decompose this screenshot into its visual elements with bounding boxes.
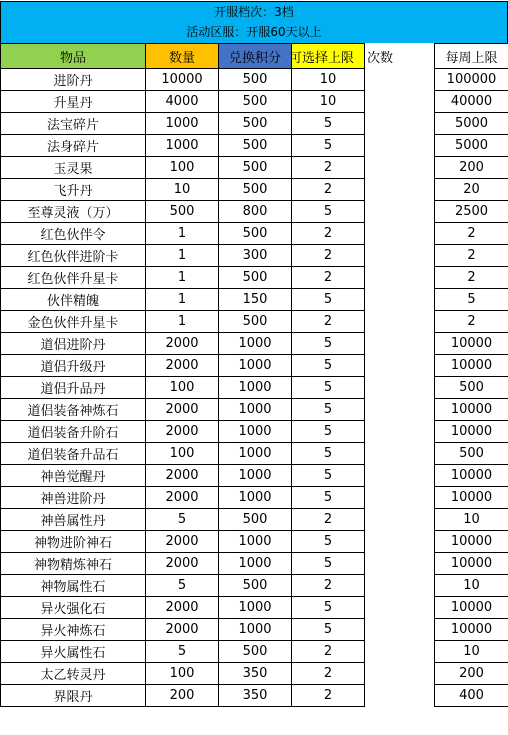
cell-weekly[interactable]: 5000 (435, 135, 508, 157)
cell-gap[interactable] (365, 487, 435, 509)
cell-points[interactable]: 500 (219, 135, 292, 157)
cell-points[interactable]: 350 (219, 663, 292, 685)
table-row (1, 377, 508, 399)
table-row (1, 135, 508, 157)
cell-points[interactable]: 150 (219, 289, 292, 311)
cell-gap[interactable] (365, 531, 435, 553)
cell-weekly[interactable]: 10000 (435, 597, 508, 619)
cell-gap[interactable] (365, 663, 435, 685)
cell-weekly[interactable]: 5 (435, 289, 508, 311)
table-row (1, 179, 508, 201)
cell-points[interactable]: 500 (219, 179, 292, 201)
cell-weekly[interactable]: 10000 (435, 465, 508, 487)
cell-qty[interactable]: 2000 (146, 619, 219, 641)
cell-gap[interactable] (365, 245, 435, 267)
cell-qty[interactable]: 1 (146, 223, 219, 245)
cell-item[interactable]: 异火神炼石 (1, 619, 146, 641)
cell-item[interactable]: 金色伙伴升星卡 (1, 311, 146, 333)
cell-gap[interactable] (365, 641, 435, 663)
cell-points[interactable]: 1000 (219, 597, 292, 619)
table-row (1, 69, 508, 91)
table-row (1, 267, 508, 289)
cell-points[interactable]: 500 (219, 575, 292, 597)
cell-qty[interactable]: 5 (146, 641, 219, 663)
cell-item[interactable]: 法宝碎片 (1, 113, 146, 135)
cell-points[interactable]: 350 (219, 685, 292, 707)
cell-weekly[interactable]: 2 (435, 245, 508, 267)
cell-qty[interactable]: 100 (146, 663, 219, 685)
cell-item[interactable]: 神物精炼神石 (1, 553, 146, 575)
cell-gap[interactable] (365, 597, 435, 619)
cell-points[interactable]: 500 (219, 267, 292, 289)
cell-limit[interactable]: 5 (292, 377, 365, 399)
cell-gap[interactable] (365, 619, 435, 641)
cell-weekly[interactable]: 2 (435, 223, 508, 245)
cell-qty[interactable]: 4000 (146, 91, 219, 113)
cell-qty[interactable]: 1 (146, 289, 219, 311)
cell-gap[interactable] (365, 377, 435, 399)
cell-item[interactable]: 异火属性石 (1, 641, 146, 663)
cell-limit[interactable]: 2 (292, 245, 365, 267)
cell-qty[interactable]: 200 (146, 685, 219, 707)
cell-points[interactable]: 500 (219, 509, 292, 531)
cell-limit[interactable]: 2 (292, 311, 365, 333)
cell-gap[interactable] (365, 69, 435, 91)
cell-weekly[interactable]: 10 (435, 509, 508, 531)
cell-weekly[interactable]: 10000 (435, 531, 508, 553)
table-row (1, 333, 508, 355)
table-row (1, 245, 508, 267)
cell-limit[interactable]: 5 (292, 465, 365, 487)
cell-item[interactable]: 伙伴精魄 (1, 289, 146, 311)
cell-limit[interactable]: 5 (292, 443, 365, 465)
cell-gap[interactable] (365, 289, 435, 311)
cell-item[interactable]: 法身碎片 (1, 135, 146, 157)
cell-limit[interactable]: 5 (292, 333, 365, 355)
cell-weekly[interactable]: 5000 (435, 113, 508, 135)
cell-points[interactable]: 300 (219, 245, 292, 267)
cell-qty[interactable]: 5 (146, 575, 219, 597)
table-row (1, 223, 508, 245)
cell-weekly[interactable]: 500 (435, 443, 508, 465)
cell-qty[interactable]: 1000 (146, 113, 219, 135)
cell-qty[interactable]: 1 (146, 311, 219, 333)
table-row (1, 663, 508, 685)
cell-item[interactable]: 道侣装备神炼石 (1, 399, 146, 421)
cell-item[interactable]: 道侣升级丹 (1, 355, 146, 377)
cell-gap[interactable] (365, 179, 435, 201)
table-row (1, 399, 508, 421)
cell-weekly[interactable]: 10 (435, 575, 508, 597)
cell-gap[interactable] (365, 421, 435, 443)
cell-gap[interactable] (365, 91, 435, 113)
cell-limit[interactable]: 2 (292, 267, 365, 289)
cell-weekly[interactable]: 10000 (435, 487, 508, 509)
cell-points[interactable]: 500 (219, 311, 292, 333)
table-row (1, 597, 508, 619)
cell-limit[interactable]: 10 (292, 91, 365, 113)
cell-limit[interactable]: 5 (292, 553, 365, 575)
cell-qty[interactable]: 5 (146, 509, 219, 531)
column-header-qty[interactable]: 数量 (146, 44, 219, 69)
cell-item[interactable]: 道侣装备升品石 (1, 443, 146, 465)
cell-qty[interactable]: 2000 (146, 531, 219, 553)
table-row (1, 443, 508, 465)
cell-gap[interactable] (365, 355, 435, 377)
cell-qty[interactable]: 2000 (146, 333, 219, 355)
cell-limit[interactable]: 10 (292, 69, 365, 91)
cell-qty[interactable]: 2000 (146, 487, 219, 509)
cell-gap[interactable] (365, 311, 435, 333)
cell-points[interactable]: 1000 (219, 619, 292, 641)
cell-gap[interactable] (365, 443, 435, 465)
cell-limit[interactable]: 2 (292, 509, 365, 531)
cell-weekly[interactable]: 10000 (435, 355, 508, 377)
cell-qty[interactable]: 2000 (146, 399, 219, 421)
cell-weekly[interactable]: 100000 (435, 69, 508, 91)
cell-points[interactable]: 500 (219, 223, 292, 245)
cell-gap[interactable] (365, 575, 435, 597)
cell-limit[interactable]: 5 (292, 597, 365, 619)
cell-item[interactable]: 至尊灵液（万） (1, 201, 146, 223)
cell-points[interactable]: 500 (219, 641, 292, 663)
cell-gap[interactable] (365, 157, 435, 179)
table-row (1, 531, 508, 553)
cell-weekly[interactable]: 20 (435, 179, 508, 201)
cell-points[interactable]: 1000 (219, 553, 292, 575)
server-tier-header: 开服档次：3档 (0, 1, 508, 22)
cell-points[interactable]: 1000 (219, 421, 292, 443)
cell-points[interactable]: 800 (219, 201, 292, 223)
cell-item[interactable]: 界限丹 (1, 685, 146, 707)
cell-weekly[interactable]: 10000 (435, 399, 508, 421)
cell-limit[interactable]: 5 (292, 355, 365, 377)
cell-qty[interactable]: 1 (146, 245, 219, 267)
cell-points[interactable]: 500 (219, 157, 292, 179)
cell-limit[interactable]: 2 (292, 179, 365, 201)
cell-qty[interactable]: 100 (146, 157, 219, 179)
cell-points[interactable]: 1000 (219, 333, 292, 355)
cell-item[interactable]: 神兽属性丹 (1, 509, 146, 531)
cell-gap[interactable] (365, 553, 435, 575)
cell-qty[interactable]: 2000 (146, 465, 219, 487)
cell-gap[interactable] (365, 135, 435, 157)
cell-gap[interactable] (365, 201, 435, 223)
table-row (1, 289, 508, 311)
cell-qty[interactable]: 500 (146, 201, 219, 223)
table-row (1, 113, 508, 135)
cell-weekly[interactable]: 40000 (435, 91, 508, 113)
cell-item[interactable]: 神兽进阶丹 (1, 487, 146, 509)
cell-item[interactable]: 神物属性石 (1, 575, 146, 597)
table-row (1, 487, 508, 509)
cell-weekly[interactable]: 10 (435, 641, 508, 663)
cell-limit[interactable]: 5 (292, 289, 365, 311)
cell-item[interactable]: 红色伙伴进阶卡 (1, 245, 146, 267)
cell-points[interactable]: 1000 (219, 355, 292, 377)
table-row (1, 465, 508, 487)
column-header-item[interactable]: 物品 (1, 44, 146, 69)
cell-weekly[interactable]: 10000 (435, 619, 508, 641)
cell-limit[interactable]: 2 (292, 223, 365, 245)
cell-item[interactable]: 飞升丹 (1, 179, 146, 201)
cell-qty[interactable]: 2000 (146, 553, 219, 575)
cell-points[interactable]: 1000 (219, 443, 292, 465)
cell-limit[interactable]: 5 (292, 201, 365, 223)
column-header-weekly[interactable]: 每周上限 (435, 44, 508, 69)
cell-gap[interactable] (365, 465, 435, 487)
cell-qty[interactable]: 10 (146, 179, 219, 201)
cell-weekly[interactable]: 2 (435, 267, 508, 289)
cell-weekly[interactable]: 10000 (435, 421, 508, 443)
column-header-count[interactable]: 次数 (365, 44, 435, 69)
table-row (1, 619, 508, 641)
cell-weekly[interactable]: 10000 (435, 553, 508, 575)
cell-limit[interactable]: 2 (292, 685, 365, 707)
column-header-select[interactable] (289, 44, 365, 69)
cell-gap[interactable] (365, 267, 435, 289)
cell-points[interactable]: 1000 (219, 465, 292, 487)
table-row (1, 201, 508, 223)
cell-limit[interactable]: 5 (292, 619, 365, 641)
cell-points[interactable]: 500 (219, 113, 292, 135)
column-header-points[interactable]: 兑换积分 (219, 44, 292, 69)
table-row (1, 509, 508, 531)
table-row (1, 311, 508, 333)
cell-gap[interactable] (365, 113, 435, 135)
cell-weekly[interactable]: 2500 (435, 201, 508, 223)
cell-points[interactable]: 500 (219, 91, 292, 113)
cell-qty[interactable]: 2000 (146, 597, 219, 619)
cell-weekly[interactable]: 2 (435, 311, 508, 333)
table-row (1, 685, 508, 707)
cell-qty[interactable]: 10000 (146, 69, 219, 91)
table-row (1, 575, 508, 597)
cell-weekly[interactable]: 200 (435, 157, 508, 179)
cell-points[interactable]: 500 (219, 69, 292, 91)
cell-limit[interactable]: 5 (292, 135, 365, 157)
cell-limit[interactable]: 5 (292, 421, 365, 443)
cell-item[interactable]: 道侣进阶丹 (1, 333, 146, 355)
cell-limit[interactable]: 5 (292, 531, 365, 553)
cell-limit[interactable]: 5 (292, 487, 365, 509)
cell-qty[interactable]: 1 (146, 267, 219, 289)
cell-weekly[interactable]: 500 (435, 377, 508, 399)
cell-limit[interactable]: 5 (292, 113, 365, 135)
cell-limit[interactable]: 2 (292, 663, 365, 685)
server-range-header: 活动区服：开服60天以上 (0, 22, 508, 43)
cell-qty[interactable]: 2000 (146, 421, 219, 443)
cell-item[interactable]: 太乙转灵丹 (1, 663, 146, 685)
cell-item[interactable]: 进阶丹 (1, 69, 146, 91)
cell-points[interactable]: 1000 (219, 531, 292, 553)
table-row (1, 91, 508, 113)
cell-points[interactable]: 1000 (219, 487, 292, 509)
cell-gap[interactable] (365, 333, 435, 355)
cell-limit[interactable]: 5 (292, 399, 365, 421)
cell-points[interactable]: 1000 (219, 399, 292, 421)
select-limit-label: 可选择上限 (289, 50, 355, 66)
table-header-row (1, 44, 508, 69)
table-row (1, 553, 508, 575)
cell-limit[interactable]: 2 (292, 575, 365, 597)
cell-item[interactable]: 升星丹 (1, 91, 146, 113)
cell-gap[interactable] (365, 685, 435, 707)
table-row (1, 421, 508, 443)
exchange-table (0, 43, 508, 707)
cell-qty[interactable]: 2000 (146, 355, 219, 377)
cell-item[interactable]: 红色伙伴令 (1, 223, 146, 245)
table-row (1, 355, 508, 377)
cell-gap[interactable] (365, 399, 435, 421)
cell-item[interactable]: 红色伙伴升星卡 (1, 267, 146, 289)
cell-gap[interactable] (365, 509, 435, 531)
cell-limit[interactable]: 2 (292, 157, 365, 179)
table-row (1, 157, 508, 179)
cell-limit[interactable]: 2 (292, 641, 365, 663)
cell-item[interactable]: 神兽觉醒丹 (1, 465, 146, 487)
cell-weekly[interactable]: 200 (435, 663, 508, 685)
cell-weekly[interactable]: 400 (435, 685, 508, 707)
cell-weekly[interactable]: 10000 (435, 333, 508, 355)
cell-item[interactable]: 道侣升品丹 (1, 377, 146, 399)
cell-item[interactable]: 异火强化石 (1, 597, 146, 619)
cell-gap[interactable] (365, 223, 435, 245)
cell-points[interactable]: 1000 (219, 377, 292, 399)
cell-item[interactable]: 道侣装备升阶石 (1, 421, 146, 443)
cell-qty[interactable]: 1000 (146, 135, 219, 157)
cell-item[interactable]: 玉灵果 (1, 157, 146, 179)
cell-qty[interactable]: 100 (146, 377, 219, 399)
table-row (1, 641, 508, 663)
cell-item[interactable]: 神物进阶神石 (1, 531, 146, 553)
cell-qty[interactable]: 100 (146, 443, 219, 465)
